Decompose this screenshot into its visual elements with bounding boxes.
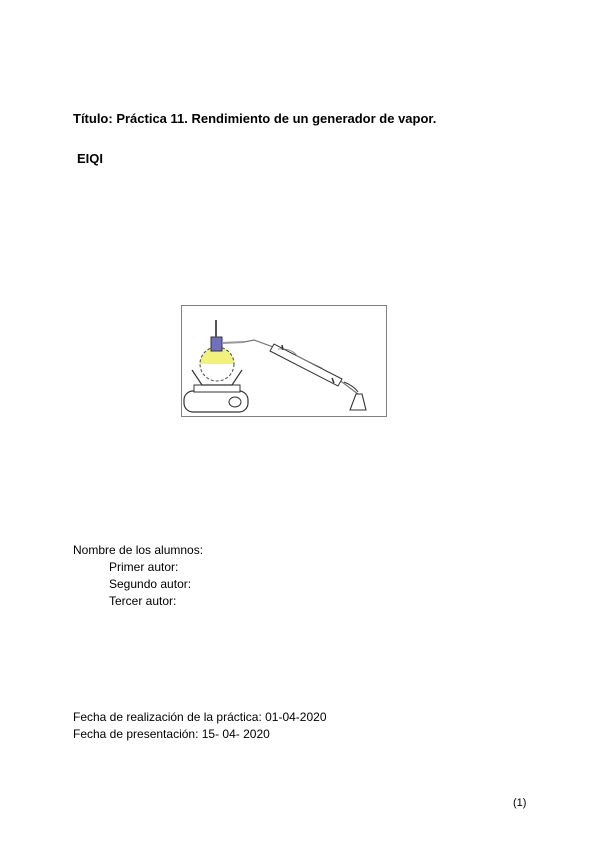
third-author-label: Tercer autor: xyxy=(109,594,177,608)
first-author-label: Primer autor: xyxy=(109,560,179,574)
document-title: Título: Práctica 11. Rendimiento de un generador de vapor. xyxy=(73,111,437,126)
heating-mantle xyxy=(192,370,242,385)
receiving-flask xyxy=(350,394,366,410)
dates-block xyxy=(73,709,327,743)
adapter xyxy=(344,382,358,392)
department-name: EIQI xyxy=(77,151,104,166)
plate-knob xyxy=(229,397,241,407)
students-block xyxy=(73,542,203,610)
plate-top xyxy=(194,385,240,392)
students-heading: Nombre de los alumnos: xyxy=(73,543,204,557)
flask-stopper xyxy=(211,337,222,351)
page-number: (1) xyxy=(513,797,527,809)
distillation-apparatus-drawing xyxy=(182,306,386,416)
condenser-jacket xyxy=(270,344,342,386)
realization-date: Fecha de realización de la práctica: 01-04-2020 xyxy=(73,710,327,724)
second-author-label: Segundo autor: xyxy=(109,577,192,591)
condenser-clamp xyxy=(282,345,283,350)
presentation-date: Fecha de presentación: 15- 04- 2020 xyxy=(73,727,270,741)
distillation-apparatus-figure xyxy=(181,305,387,417)
side-arm xyxy=(222,342,244,343)
